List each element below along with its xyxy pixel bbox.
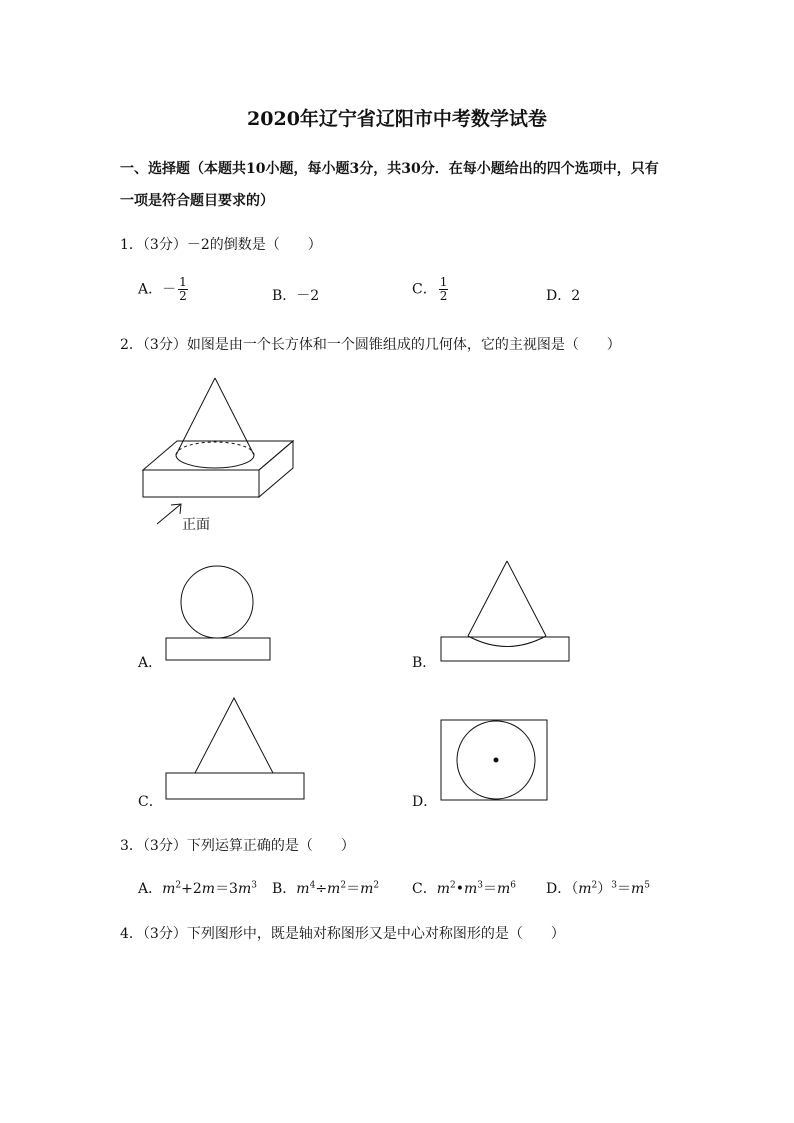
option-label: A． (138, 881, 163, 897)
math-var: m (436, 881, 450, 897)
fraction-denominator: 2 (439, 289, 448, 303)
math-op: ＝ (483, 881, 498, 897)
math-exp: 2 (450, 880, 456, 891)
option-b-figure (441, 561, 569, 661)
math-var: m (630, 881, 645, 897)
section-heading-line2: 一项是符合题目要求的） (120, 193, 274, 209)
question-3-option-b (272, 878, 379, 898)
fraction-numerator: 1 (179, 275, 187, 289)
question-2-option-d: D． (412, 794, 438, 810)
solid-figure (143, 378, 293, 524)
math-op: ） (597, 881, 612, 897)
math-op: ＝ (346, 881, 361, 897)
math-var: m (237, 881, 252, 897)
math-var: m (296, 881, 310, 897)
math-var: m (201, 881, 216, 897)
option-c-label: C． (412, 281, 437, 298)
question-2-option-c: C． (138, 794, 163, 810)
math-exp: 5 (644, 880, 650, 891)
option-a-figure (166, 566, 270, 660)
question-1-option-b: B．－2 (272, 288, 320, 304)
math-var: m (497, 881, 511, 897)
option-d-figure (441, 720, 547, 800)
box-top-face (143, 441, 293, 470)
front-arrow-line (157, 504, 181, 524)
box-front-face (143, 470, 259, 497)
math-exp: 3 (477, 880, 484, 891)
math-var: m (327, 881, 341, 897)
math-op: ÷ (315, 881, 328, 897)
question-2-stem: 2．（3分）如图是由一个长方体和一个圆锥组成的几何体，它的主视图是（ ） (120, 337, 621, 353)
option-c-figure (166, 698, 304, 799)
math-op: ＝3 (215, 881, 238, 897)
question-3-stem: 3．（3分）下列运算正确的是（ ） (120, 838, 355, 854)
cone-base-front (176, 455, 254, 468)
math-exp: 2 (175, 880, 182, 891)
math-exp: 2 (373, 880, 380, 891)
math-var: m (360, 881, 374, 897)
math-op: ＝ (616, 881, 631, 897)
question-3-option-a (138, 878, 257, 898)
math-var: m (162, 881, 176, 897)
math-var: m (464, 881, 478, 897)
page-title: 2020年辽宁省辽阳市中考数学试卷 (247, 108, 547, 130)
question-2-option-b: B． (412, 655, 437, 671)
option-label: C． (412, 881, 437, 897)
option-label: B． (272, 881, 297, 897)
question-1-option-d: D．2 (546, 288, 581, 304)
box-side-face (259, 441, 293, 497)
math-exp: 2 (591, 880, 598, 891)
math-op: +2 (181, 881, 202, 897)
math-var: m (578, 881, 592, 897)
question-2-option-a: A． (138, 655, 163, 671)
cone-base-hidden (176, 442, 254, 455)
fraction-denominator: 2 (179, 289, 187, 303)
math-op: • (455, 881, 464, 897)
question-3-option-d (546, 878, 650, 898)
math-exp: 3 (251, 880, 257, 891)
question-3-option-c (412, 878, 516, 898)
math-exp: 2 (340, 880, 347, 891)
option-a-label: A．－ (138, 281, 177, 298)
math-exp: 4 (309, 880, 316, 891)
question-4-stem: 4．（3分）下列图形中，既是轴对称图形又是中心对称图形的是（ ） (120, 926, 565, 942)
option-label: D．（ (546, 881, 579, 897)
math-exp: 6 (510, 880, 517, 891)
math-exp: 3 (611, 880, 617, 891)
section-heading-line1: 一、选择题（本题共10小题，每小题3分，共30分．在每小题给出的四个选项中，只有 (120, 161, 659, 177)
front-view-label: 正面 (182, 517, 210, 533)
fraction-numerator: 1 (439, 275, 448, 289)
question-1-stem: 1．（3分）－2的倒数是（ ） (120, 237, 322, 253)
